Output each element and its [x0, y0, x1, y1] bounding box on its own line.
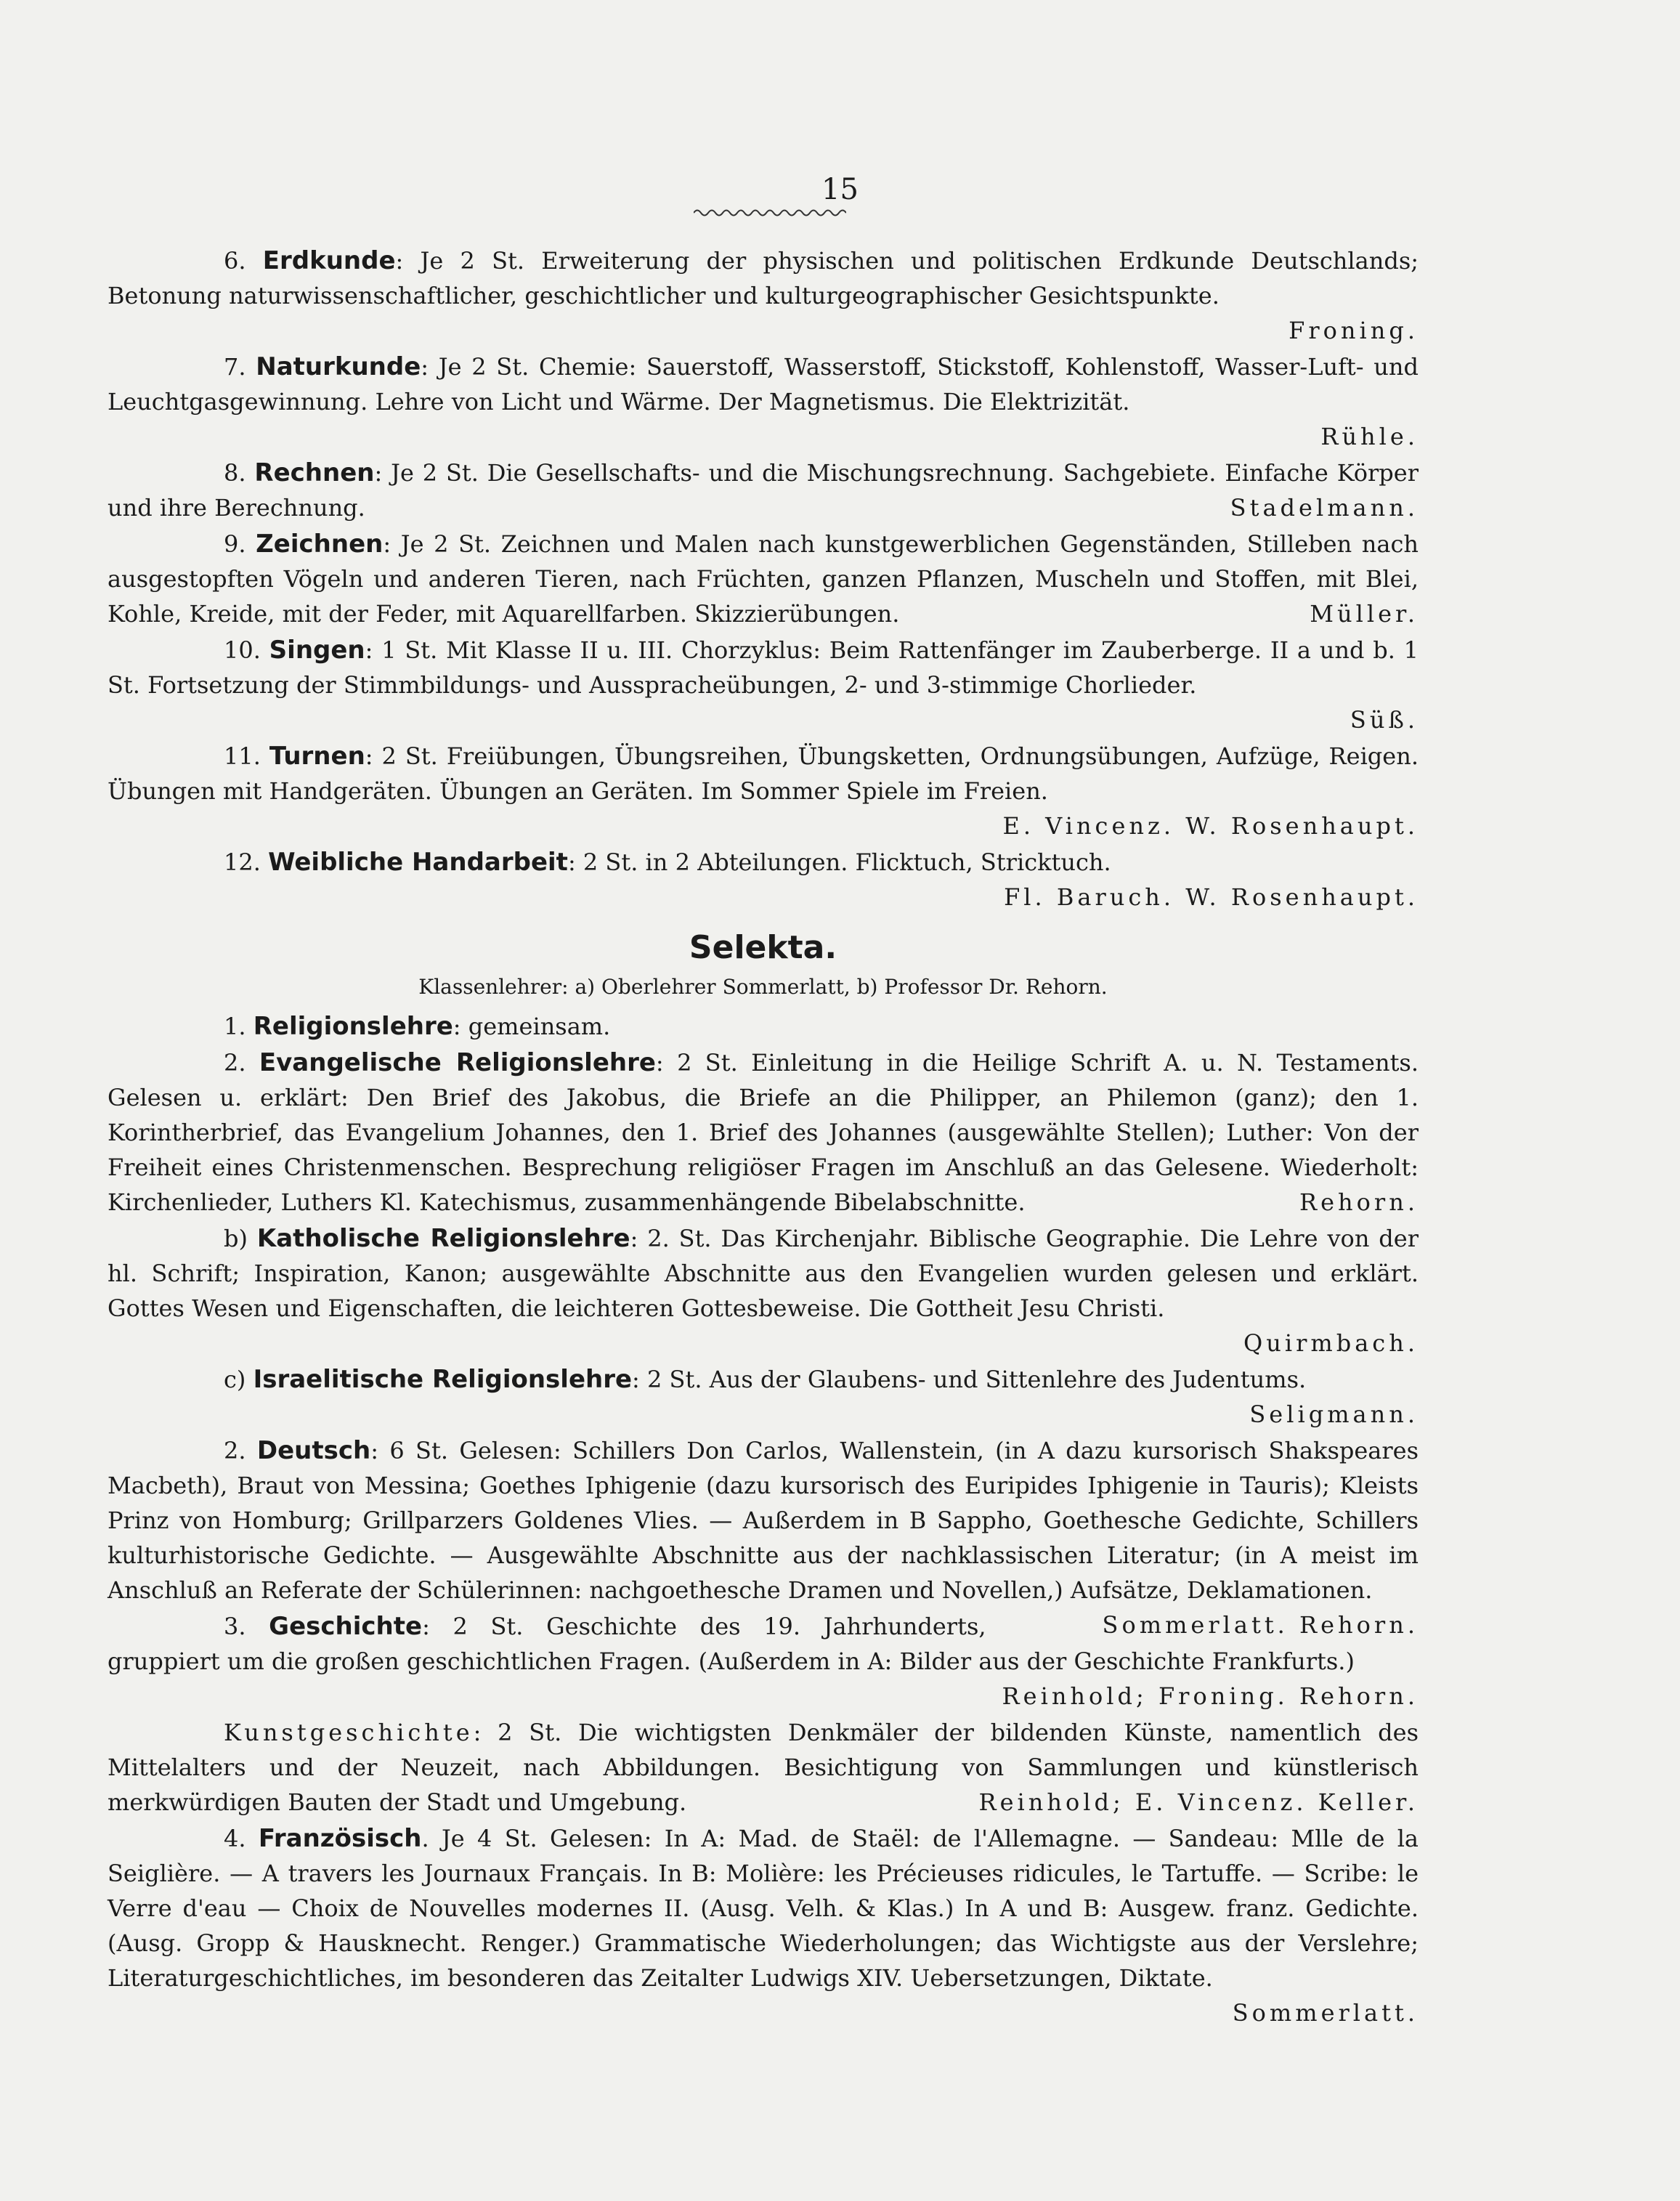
- teacher-name: E. Vincenz. W. Rosenhaupt.: [1002, 812, 1419, 840]
- subject-description: gemeinsam.: [468, 1013, 611, 1040]
- subject-description: 2 St. Einleitung in die Heilige Schrift A. u. N. Testaments. Gelesen u. erklärt: Den Brief des Jakobus, die Briefe an die Philipper, an Philemon (ganz); den 1. Korintherbrief, das Evangelium Johannes, den 1. Brief des Johannes (ausgewählte Stellen); Luther: Von der Freiheit eines Christenmenschen. Besprechung religiöser Fragen im Anschluß an das Gelesene. Wiederholt: Kirchenlieder, Luthers Kl. Katechismus, zusammenhängende Bibelabschnitte.: [107, 1049, 1419, 1216]
- subject-description: 2 St. Geschichte des 19. Jahrhunderts, gruppiert um die großen geschichtlichen Fragen. (Außerdem in A: Bilder aus der Geschichte Frankfurts.): [107, 1613, 1355, 1675]
- section-heading-selekta: Selekta.: [689, 929, 837, 966]
- subject-title: Religionslehre: [253, 1012, 453, 1041]
- subject-title: Zeichnen: [256, 530, 384, 559]
- teacher-name: Seligmann.: [1249, 1401, 1419, 1428]
- klassenlehrer-line: Klassenlehrer: a) Oberlehrer Sommerlatt, b) Professor Dr. Rehorn.: [418, 975, 1108, 999]
- subject-franzoesisch: 4. Französisch. Je 4 St. Gelesen: In A: Mad. de Staël: de l'Allemagne. — Sandeau: Mlle de la Seiglière. — A travers les Journaux Français. In B: Molière: les Précieuses ridicules, le Tartuffe. — Scribe: le Verre d'eau — Choix de Nouvelles modernes II. (Ausg. Velh. & Klas.) In A und B: Ausgew. franz. Gedichte. (Ausg. Gropp & Hausknecht. Renger.) Grammatische Wiederholungen; das Wichtigste aus der Verslehre; Literaturgeschichtliches, im besonderen das Zeitalter Ludwigs XIV. Uebersetzungen, Diktate. Sommerlatt.: [107, 1821, 1419, 1995]
- teacher-name: Sommerlatt. Rehorn.: [1102, 1611, 1419, 1639]
- teacher-name: Fl. Baruch. W. Rosenhaupt.: [1004, 883, 1419, 911]
- subject-description: Je 2 St. Erweiterung der physischen und politischen Erdkunde Deutschlands; Betonung naturwissenschaftlicher, geschichtlicher und kulturgeographischer Gesichtspunkte.: [107, 247, 1419, 309]
- subject-description: Je 4 St. Gelesen: In A: Mad. de Staël: de l'Allemagne. — Sandeau: Mlle de la Seiglière. — A travers les Journaux Français. In B: Molière: les Précieuses ridicules, le Tartuffe. — Scribe: le Verre d'eau — Choix de Nouvelles modernes II. (Ausg. Velh. & Klas.) In A und B: Ausgew. franz. Gedichte. (Ausg. Gropp & Hausknecht. Renger.) Grammatische Wiederholungen; das Wichtigste aus der Verslehre; Literaturgeschichtliches, im besonderen das Zeitalter Ludwigs XIV. Uebersetzungen, Diktate.: [107, 1825, 1419, 1992]
- subject-zeichnen: 9. Zeichnen: Je 2 St. Zeichnen und Malen nach kunstgewerblichen Gegenständen, Stilleben nach ausgestopften Vögeln und anderen Tieren, nach Früchten, ganzen Pflanzen, Muscheln und Stoffen, mit Blei, Kohle, Kreide, mit der Feder, mit Aquarellfarben. Skizzierübungen. Müller.: [107, 527, 1419, 631]
- subject-title: Turnen: [269, 742, 365, 771]
- subject-description: : 2 St. Die wichtigsten Denkmäler der bildenden Künste, namentlich des Mittelalters und der Neuzeit, nach Abbildungen. Besichtigung von Sammlungen und künstlerisch merkwürdigen Bauten der Stadt und Umgebung.: [107, 1719, 1419, 1816]
- document-body: [107, 243, 1419, 2030]
- subject-description: Je 2 St. Chemie: Sauerstoff, Wasserstoff, Stickstoff, Kohlenstoff, Wasser-Luft- und Leuchtgasgewinnung. Lehre von Licht und Wärme. Der Magnetismus. Die Elektrizität.: [107, 353, 1419, 416]
- subject-title: Erdkunde: [262, 246, 396, 275]
- subject-katholische-religionslehre: b) Katholische Religionslehre: 2. St. Das Kirchenjahr. Biblische Geographie. Die Lehre von der hl. Schrift; Inspiration, Kanon; ausgewählte Abschnitte aus den Evangelien wurden gelesen und erklärt. Gottes Wesen und Eigenschaften, die leichteren Gottesbeweise. Die Gottheit Jesu Christi. Quirmbach.: [107, 1221, 1419, 1361]
- subject-description: 2 St. Freiübungen, Übungsreihen, Übungsketten, Ordnungsübungen, Aufzüge, Reigen. Übungen mit Handgeräten. Übungen an Geräten. Im Sommer Spiele im Freien.: [107, 742, 1419, 805]
- subject-erdkunde: 6. Erdkunde: Je 2 St. Erweiterung der physischen und politischen Erdkunde Deutschlands; Betonung naturwissenschaftlicher, geschichtlicher und kulturgeographischer Gesichtspunkte. Froning.: [107, 243, 1419, 348]
- teacher-name: Rühle.: [1320, 423, 1419, 450]
- subject-title: Katholische Religionslehre: [256, 1224, 630, 1253]
- teacher-name: Quirmbach.: [1243, 1329, 1419, 1357]
- subject-title: Weibliche Handarbeit: [268, 848, 568, 877]
- subject-title: Französisch: [258, 1824, 422, 1853]
- subject-weibliche-handarbeit: 12. Weibliche Handarbeit: 2 St. in 2 Abteilungen. Flicktuch, Stricktuch. Fl. Baruch. W. Rosenhaupt.: [107, 845, 1419, 915]
- teacher-name: Sommerlatt.: [1232, 1999, 1419, 2027]
- subject-religionslehre: 1. Religionslehre: gemeinsam.: [224, 1012, 611, 1041]
- subject-description: Je 2 St. Die Gesellschafts- und die Mischungsrechnung. Sachgebiete. Einfache Körper und ihre Berechnung.: [107, 459, 1419, 522]
- teacher-name: Reinhold; E. Vincenz. Keller.: [978, 1788, 1419, 1816]
- teacher-name: Rehorn.: [1299, 1188, 1419, 1216]
- subject-israelitische-religionslehre: c) Israelitische Religionslehre: 2 St. Aus der Glaubens- und Sittenlehre des Judentums. Seligmann.: [107, 1362, 1419, 1432]
- subject-singen: 10. Singen: 1 St. Mit Klasse II u. III. Chorzyklus: Beim Rattenfänger im Zauberberge. II a und b. 1 St. Fortsetzung der Stimmbildungs- und Ausspracheübungen, 2- und 3-stimmige Chorlieder. Süß.: [107, 633, 1419, 737]
- teacher-name: Stadelmann.: [1230, 494, 1419, 522]
- teacher-name: Froning.: [1289, 317, 1419, 344]
- subject-description: 1 St. Mit Klasse II u. III. Chorzyklus: Beim Rattenfänger im Zauberberge. II a und b. 1 St. Fortsetzung der Stimmbildungs- und Ausspracheübungen, 2- und 3-stimmige Chorlieder.: [107, 636, 1419, 699]
- subject-title: Deutsch: [256, 1436, 371, 1465]
- subject-title: Evangelische Religionslehre: [259, 1048, 656, 1077]
- subject-title: Singen: [269, 636, 365, 665]
- subject-description: 6 St. Gelesen: Schillers Don Carlos, Wallenstein, (in A dazu kursorisch Shakspeares Macbeth), Braut von Messina; Goethes Iphigenie (dazu kursorisch des Euripides Iphigenie in Tauris); Kleists Prinz von Homburg; Grillparzers Goldenes Vlies. — Außerdem in B Sappho, Goethesche Gedichte, Schillers kulturhistorische Gedichte. — Ausgewählte Abschnitte aus der nachklassischen Literatur; (in A meist im Anschluß an Referate der Schülerinnen: nachgoethesche Dramen und Novellen,) Aufsätze, Deklamationen.: [107, 1437, 1419, 1604]
- subject-naturkunde: 7. Naturkunde: Je 2 St. Chemie: Sauerstoff, Wasserstoff, Stickstoff, Kohlenstoff, Wasser-Luft- und Leuchtgasgewinnung. Lehre von Licht und Wärme. Der Magnetismus. Die Elektrizität. Rühle.: [107, 349, 1419, 454]
- page-number: 15: [821, 173, 859, 206]
- subject-title: Kunstgeschichte: [224, 1719, 474, 1746]
- subject-description: 2. St. Das Kirchenjahr. Biblische Geographie. Die Lehre von der hl. Schrift; Inspiration, Kanon; ausgewählte Abschnitte aus den Evangelien wurden gelesen und erklärt. Gottes Wesen und Eigenschaften, die leichteren Gottesbeweise. Die Gottheit Jesu Christi.: [107, 1225, 1419, 1322]
- decorative-wave-divider: [694, 208, 846, 218]
- subject-title: Geschichte: [269, 1612, 423, 1641]
- subject-description: 2 St. Aus der Glaubens- und Sittenlehre des Judentums.: [647, 1366, 1307, 1393]
- teacher-name: Süß.: [1350, 706, 1419, 734]
- subject-deutsch: 2. Deutsch: 6 St. Gelesen: Schillers Don Carlos, Wallenstein, (in A dazu kursorisch Shakspeares Macbeth), Braut von Messina; Goethes Iphigenie (dazu kursorisch des Euripides Iphigenie in Tauris); Kleists Prinz von Homburg; Grillparzers Goldenes Vlies. — Außerdem in B Sappho, Goethesche Gedichte, Schillers kulturhistorische Gedichte. — Ausgewählte Abschnitte aus der nachklassischen Literatur; (in A meist im Anschluß an Referate der Schülerinnen: nachgoethesche Dramen und Novellen,) Aufsätze, Deklamationen. Sommerlatt. Rehorn.: [107, 1433, 1419, 1608]
- subject-title: Naturkunde: [256, 352, 421, 381]
- subject-rechnen: 8. Rechnen: Je 2 St. Die Gesellschafts- und die Mischungsrechnung. Sachgebiete. Einfache Körper und ihre Berechnung. Stadelmann.: [107, 455, 1419, 525]
- subject-kunstgeschichte: [107, 1715, 1419, 1820]
- teacher-name: Müller.: [1310, 600, 1419, 628]
- subject-evangelische-religionslehre: 2. Evangelische Religionslehre: 2 St. Einleitung in die Heilige Schrift A. u. N. Testaments. Gelesen u. erklärt: Den Brief des Jakobus, die Briefe an die Philipper, an Philemon (ganz); den 1. Korintherbrief, das Evangelium Johannes, den 1. Brief des Johannes (ausgewählte Stellen); Luther: Von der Freiheit eines Christenmenschen. Besprechung religiöser Fragen im Anschluß an das Gelesene. Wiederholt: Kirchenlieder, Luthers Kl. Katechismus, zusammenhängende Bibelabschnitte. Rehorn.: [107, 1045, 1419, 1220]
- teacher-name: Reinhold; Froning. Rehorn.: [1002, 1682, 1419, 1710]
- subject-turnen: 11. Turnen: 2 St. Freiübungen, Übungsreihen, Übungsketten, Ordnungsübungen, Aufzüge, Reigen. Übungen mit Handgeräten. Übungen an Geräten. Im Sommer Spiele im Freien. E. Vincenz. W. Rosenhaupt.: [107, 739, 1419, 843]
- subject-description: Je 2 St. Zeichnen und Malen nach kunstgewerblichen Gegenständen, Stilleben nach ausgestopften Vögeln und anderen Tieren, nach Früchten, ganzen Pflanzen, Muscheln und Stoffen, mit Blei, Kohle, Kreide, mit der Feder, mit Aquarellfarben. Skizzierübungen.: [107, 530, 1419, 628]
- subject-description: 2 St. in 2 Abteilungen. Flicktuch, Stricktuch.: [583, 848, 1111, 876]
- subject-title: Rechnen: [254, 458, 375, 487]
- subject-geschichte: 3. Geschichte: 2 St. Geschichte des 19. Jahrhunderts, gruppiert um die großen geschichtlichen Fragen. (Außerdem in A: Bilder aus der Geschichte Frankfurts.) Reinhold; Froning. Rehorn.: [107, 1609, 1419, 1714]
- subject-title: Israelitische Religionslehre: [253, 1365, 633, 1394]
